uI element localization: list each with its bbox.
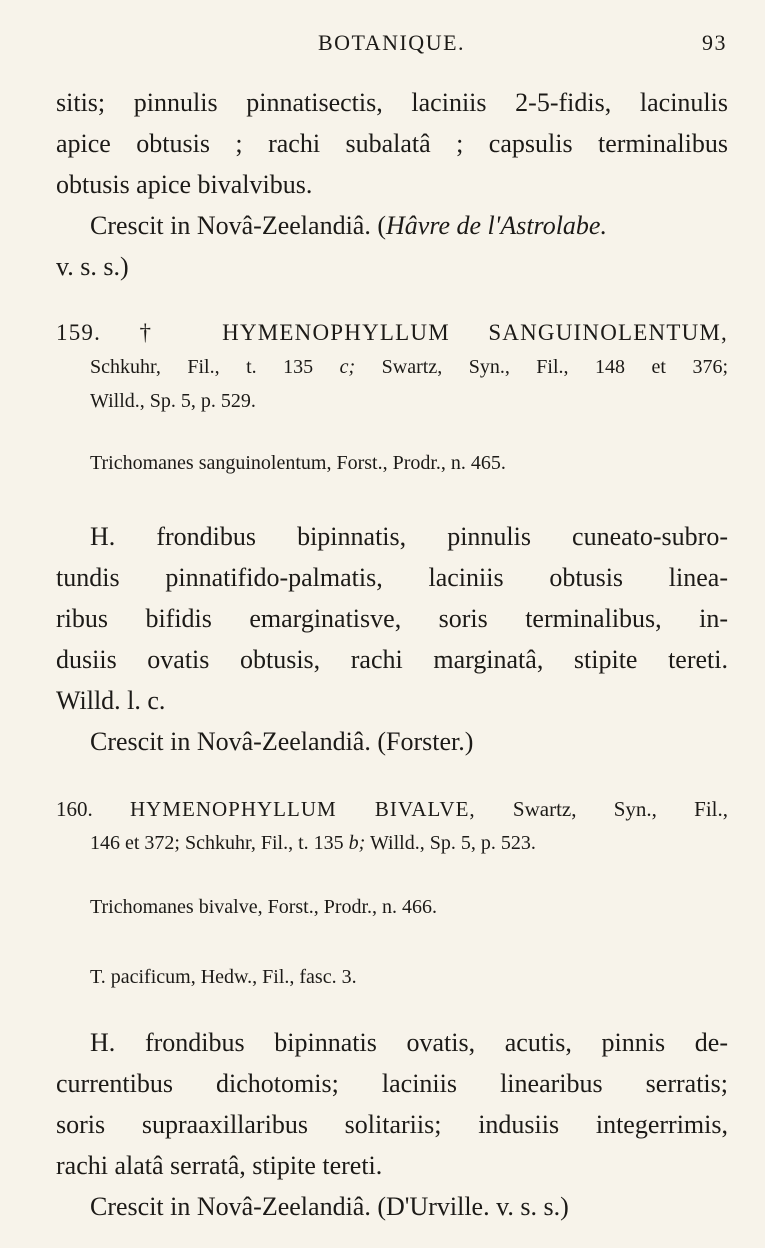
synonym-line: Trichomanes sanguinolentum, Forst., Prodr., n. 465. [90,452,506,474]
reference-line [56,350,728,384]
entry-title [56,792,728,826]
text-line: rachi alatâ serratâ, stipite tereti. [56,1151,383,1180]
entry-160-heading [56,792,728,860]
text-line: soris supraaxillaribus solitariis; indusiis integerrimis, [56,1110,728,1139]
text-line: currentibus dichotomis; laciniis linearibus serratis; [56,1069,728,1098]
locality-prefix: Crescit in Novâ-Zeelandiâ. ( [90,211,386,240]
running-title: BOTANIQUE. [317,30,466,55]
locality-line: Crescit in Novâ-Zeelandiâ. (D'Urville. v. s. s.) [90,1192,569,1221]
reference-line: Willd., Sp. 5, p. 529. [90,390,256,412]
text-line: dusiis ovatis obtusis, rachi marginatâ, stipite tereti. [56,645,728,674]
text-line: H. frondibus bipinnatis, pinnulis cuneato-subro- [90,522,728,551]
locality-italic: Hâvre de l'Astrolabe. [386,211,607,240]
text-line: Willd. l. c. [56,686,166,715]
reference-text: Schkuhr, Fil., t. 135 [90,356,340,378]
entry-title [56,316,728,350]
reference-line [56,826,728,860]
running-header [56,30,727,62]
locality-line [56,205,728,246]
reference-italic: b; [348,832,366,854]
locality-end: v. s. s.) [56,252,129,281]
entry-number: 160. [56,797,93,821]
text-line: H. frondibus bipinnatis ovatis, acutis, pinnis de- [90,1028,728,1057]
entry-159-description [56,516,728,762]
entry-number: 159. † [56,320,184,345]
entry-160-synonyms [56,890,728,994]
entry-160-description [56,1022,728,1227]
synonym-line: T. pacificum, Hedw., Fil., fasc. 3. [90,966,357,988]
intro-paragraph [56,82,728,287]
entry-name: HYMENOPHYLLUM SANGUINOLENTUM, [222,320,728,345]
text-line: tundis pinnatifido-palmatis, laciniis obtusis linea- [56,563,728,592]
text-line: obtusis apice bivalvibus. [56,170,313,199]
text-line: sitis; pinnulis pinnatisectis, laciniis 2-5-fidis, lacinulis [56,88,728,117]
text-line: apice obtusis ; rachi subalatâ ; capsulis terminalibus [56,129,728,158]
reference-italic: c; [339,356,356,378]
text-line: ribus bifidis emarginatisve, soris terminalibus, in- [56,604,728,633]
reference-text: Willd., Sp. 5, p. 523. [365,832,536,854]
entry-name: HYMENOPHYLLUM BIVALVE, [130,797,476,821]
reference-text: Swartz, Syn., Fil., 148 et 376; [355,356,729,378]
entry-159-synonym [56,446,728,480]
page-number: 93 [702,30,727,55]
reference-text: Swartz, Syn., Fil., [475,797,729,821]
reference-text: 146 et 372; Schkuhr, Fil., t. 135 [90,832,349,854]
locality-line: Crescit in Novâ-Zeelandiâ. (Forster.) [90,727,474,756]
entry-159-heading [56,316,728,418]
synonym-line: Trichomanes bivalve, Forst., Prodr., n. 466. [90,896,438,918]
